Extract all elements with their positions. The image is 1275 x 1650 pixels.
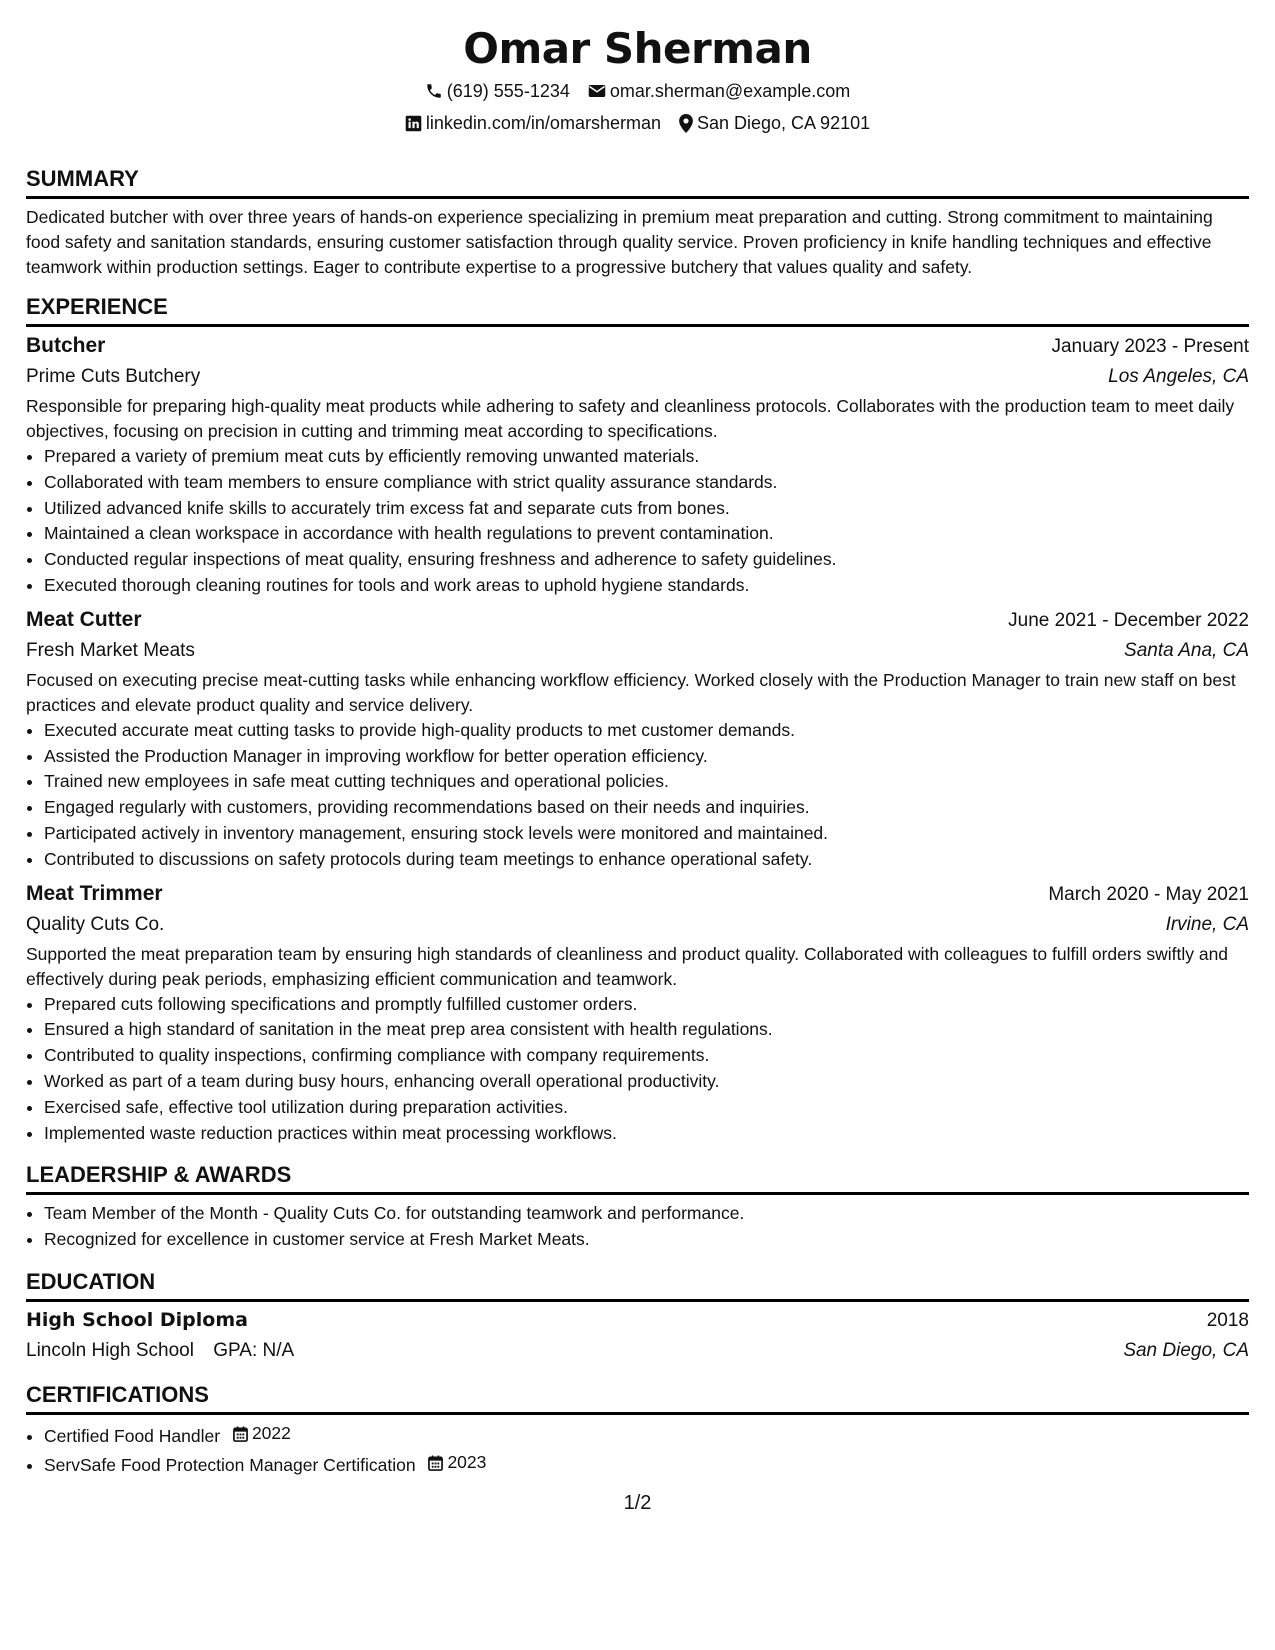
cert-date [233,1421,291,1447]
certifications-list [26,1421,1249,1478]
job-title: Meat Trimmer [26,881,163,905]
cert-year: 2023 [447,1451,487,1472]
job-title: Meat Cutter [26,607,142,631]
job-subheader [26,910,1249,940]
school-info [26,1336,294,1366]
list-item: • Maintained a clean workspace in accordance with health regulations to prevent contamination. [44,521,1249,547]
job-header [26,605,1249,636]
phone-icon [425,82,443,100]
list-item: • Worked as part of a team during busy hours, enhancing overall operational productivity. [44,1069,1249,1095]
education-section [26,1269,1249,1366]
school-name: Lincoln High School [26,1339,194,1361]
section-title-awards: LEADERSHIP & AWARDS [26,1162,1249,1195]
job-dates: January 2023 - Present [1051,336,1249,357]
resume-page [26,0,1249,1478]
job-location: Los Angeles, CA [1108,366,1249,387]
phone-text: (619) 555-1234 [446,81,570,101]
list-item: • Utilized advanced knife skills to accurately trim excess fat and separate cuts from bones. [44,496,1249,522]
job-description: Supported the meat preparation team by ensuring high standards of cleanliness and product quality. Collaborated with colleagues to fulfill orders swiftly and effectively during peak periods, emphasizing efficient communication and teamwork. [26,943,1229,989]
job-dates: March 2020 - May 2021 [1048,883,1249,905]
location-text: San Diego, CA 92101 [696,113,871,133]
experience-section [26,294,1249,1146]
linkedin-contact[interactable] [405,112,661,134]
gpa: GPA: N/A [213,1339,295,1361]
job-title: Butcher [26,334,106,357]
education-subheader [26,1336,1249,1366]
job-entry [26,331,1249,599]
awards-section [26,1162,1249,1253]
calendar-icon [428,1455,443,1471]
cert-name: Certified Food Handler [44,1425,221,1446]
school-location: San Diego, CA [1123,1339,1249,1361]
email-text[interactable]: omar.sherman@example.com [609,81,851,101]
section-title-education: EDUCATION [26,1269,1249,1302]
email-contact[interactable] [588,80,850,102]
list-item: • Collaborated with team members to ensure compliance with strict quality assurance standards. [44,470,1249,496]
linkedin-icon [405,115,422,132]
list-item: • Trained new employees in safe meat cutting techniques and operational policies. [44,769,1249,795]
page-number: 1/2 [623,1492,652,1514]
envelope-icon [588,83,606,99]
calendar-icon [233,1426,248,1442]
list-item: • Contributed to quality inspections, confirming compliance with company requirements. [44,1043,1249,1069]
job-location: Santa Ana, CA [1124,639,1249,661]
list-item: • Exercised safe, effective tool utilization during preparation activities. [44,1095,1249,1121]
job-company: Fresh Market Meats [26,639,195,661]
list-item: • Engaged regularly with customers, providing recommendations based on their needs and inquiries. [44,795,1249,821]
phone-contact [425,80,570,102]
section-title-experience: EXPERIENCE [26,294,1249,327]
list-item: • Prepared a variety of premium meat cuts by efficiently removing unwanted materials. [44,444,1249,470]
job-location: Irvine, CA [1165,913,1249,935]
job-bullets [26,444,1249,599]
list-item: • Implemented waste reduction practices within meat processing workflows. [44,1121,1249,1147]
job-description: Responsible for preparing high-quality meat products while adhering to safety and cleanliness protocols. Collaborates with the production team to meet daily objectives, focusing on precision in cutting and trimming meat according to specifications. [26,396,1235,441]
job-header [26,879,1249,910]
degree-title: High School Diploma [26,1308,248,1331]
list-item: • Prepared cuts following specifications and promptly fulfilled customer orders. [44,992,1249,1018]
list-item: • Team Member of the Month - Quality Cuts Co. for outstanding teamwork and performance. [44,1201,1249,1227]
list-item: • Contributed to discussions on safety protocols during team meetings to enhance operational safety. [44,847,1249,873]
certifications-section [26,1382,1249,1478]
job-dates: June 2021 - December 2022 [1008,609,1249,631]
contact-row-2 [26,112,1249,134]
job-subheader [26,636,1249,666]
job-bullets [26,718,1249,873]
list-item: • Assisted the Production Manager in improving workflow for better operation efficiency. [44,744,1249,770]
job-entry [26,605,1249,873]
job-company: Quality Cuts Co. [26,913,165,935]
cert-name: ServSafe Food Protection Manager Certification [44,1454,416,1475]
job-bullets [26,992,1249,1147]
contact-row-1 [26,80,1249,102]
graduation-year: 2018 [1206,1309,1249,1331]
list-item: • Participated actively in inventory management, ensuring stock levels were monitored and maintained. [44,821,1249,847]
candidate-name: Omar Sherman [463,24,812,73]
list-item [44,1450,1249,1479]
list-item: • Ensured a high standard of sanitation in the meat prep area consistent with health regulations. [44,1017,1249,1043]
job-entry [26,879,1249,1147]
resume-header [26,22,1249,134]
location-contact [679,112,870,134]
summary-section [26,166,1249,280]
job-subheader [26,362,1249,392]
awards-list [26,1201,1249,1253]
list-item: • Recognized for excellence in customer service at Fresh Market Meats. [44,1227,1249,1253]
section-title-summary: SUMMARY [26,166,1249,199]
job-company: Prime Cuts Butchery [26,366,201,387]
summary-text: Dedicated butcher with over three years of hands-on experience specializing in premium meat preparation and cutting. Strong commitment to maintaining food safety and sanitation standards, ensuring customer satisfaction through quality service. Proven proficiency in knife handling techniques and effective teamwork within production settings. Eager to contribute expertise to a progressive butchery that values quality and safety. [26,207,1213,277]
education-header [26,1306,1249,1336]
linkedin-text[interactable]: linkedin.com/in/omarsherman [425,113,661,133]
map-pin-icon [679,114,693,133]
section-title-certifications: CERTIFICATIONS [26,1382,1249,1415]
cert-date [428,1450,486,1476]
list-item: • Executed thorough cleaning routines for tools and work areas to uphold hygiene standards. [44,573,1249,599]
job-header [26,331,1249,362]
cert-year: 2022 [251,1422,291,1443]
list-item: • Executed accurate meat cutting tasks to provide high-quality products to met customer demands. [44,718,1249,744]
job-description: Focused on executing precise meat-cutting tasks while enhancing workflow efficiency. Worked closely with the Production Manager to train new staff on best practices and elevate product quality and service delivery. [26,669,1236,715]
list-item: • Conducted regular inspections of meat quality, ensuring freshness and adherence to safety guidelines. [44,547,1249,573]
list-item [44,1421,1249,1450]
